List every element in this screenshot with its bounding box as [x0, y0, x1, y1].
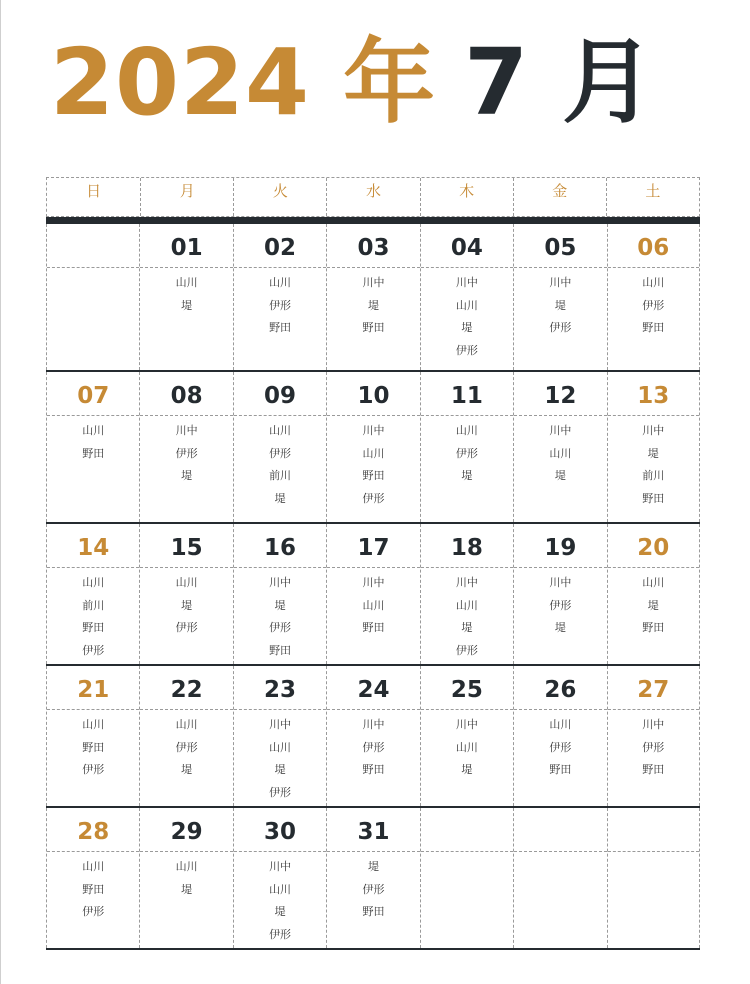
day-cell: [607, 224, 700, 370]
assignee-name: 堤: [181, 598, 193, 612]
day-number: 26: [514, 666, 606, 710]
assignee-name: 川中: [455, 718, 478, 731]
assignee-list: [608, 568, 699, 640]
title-year: 2024 年: [50, 29, 437, 136]
assignee-name: 堤: [274, 905, 286, 918]
day-number: 23: [234, 666, 326, 710]
assignee-name: 堤: [181, 469, 193, 482]
assignee-name: 川中: [549, 576, 572, 589]
assignee-name: 川中: [269, 718, 292, 731]
day-cell: [233, 808, 326, 948]
assignee-list: [327, 416, 419, 510]
assignee-name: 堤: [181, 763, 193, 776]
day-number: [608, 808, 699, 852]
day-number: [47, 224, 139, 268]
assignee-name: 川中: [549, 424, 572, 437]
day-cell: [326, 666, 419, 806]
day-cell: [139, 524, 232, 664]
day-number: 02: [234, 224, 326, 268]
day-number: [421, 808, 513, 852]
assignee-name: 山川: [362, 598, 385, 612]
assignee-name: 山川: [642, 276, 665, 289]
assignee-name: 山川: [82, 718, 105, 731]
assignee-name: 野田: [362, 469, 385, 482]
assignee-name: 伊形: [642, 740, 665, 754]
assignee-name: 堤: [181, 298, 193, 312]
day-cell: [420, 808, 513, 948]
day-cell: [233, 372, 326, 522]
weekday-sun: 日: [86, 182, 102, 200]
assignee-name: 山川: [82, 860, 105, 873]
title-month: 7 月: [464, 29, 656, 136]
day-cell: [607, 524, 700, 664]
assignee-name: 山川: [269, 740, 292, 754]
assignee-name: 伊形: [175, 740, 198, 754]
assignee-list: [47, 268, 139, 272]
weeks-container: [46, 224, 700, 950]
weekday-tue: 火: [233, 178, 326, 216]
assignee-name: 伊形: [269, 621, 292, 634]
assignee-list: [327, 268, 419, 340]
assignee-name: 山川: [455, 298, 478, 312]
assignee-name: 堤: [647, 446, 659, 460]
day-number: 16: [234, 524, 326, 568]
weekday-header: [46, 177, 700, 217]
day-number: 24: [327, 666, 419, 710]
assignee-name: 山川: [455, 598, 478, 612]
assignee-list: [421, 852, 513, 856]
day-number: 13: [608, 372, 699, 416]
page-title: [50, 28, 655, 138]
day-cell: [233, 524, 326, 664]
assignee-name: 野田: [362, 321, 385, 334]
assignee-list: [514, 852, 606, 856]
assignee-name: 山川: [269, 424, 292, 437]
assignee-name: 伊形: [82, 763, 105, 776]
assignee-name: 山川: [175, 576, 198, 589]
assignee-name: 伊形: [455, 446, 478, 460]
page-edge: [0, 0, 1, 984]
assignee-name: 伊形: [455, 643, 478, 657]
assignee-name: 野田: [362, 905, 385, 918]
day-number: 03: [327, 224, 419, 268]
day-cell: [607, 372, 700, 522]
assignee-name: 野田: [82, 882, 105, 896]
assignee-name: 堤: [461, 621, 473, 634]
day-number: 05: [514, 224, 606, 268]
weekday-mon: 月: [140, 178, 233, 216]
assignee-name: 野田: [82, 446, 105, 460]
assignee-list: [47, 710, 139, 782]
day-number: 06: [608, 224, 699, 268]
assignee-name: 野田: [642, 763, 665, 776]
assignee-name: 野田: [549, 763, 572, 776]
day-number: 31: [327, 808, 419, 852]
assignee-name: 堤: [274, 491, 286, 505]
assignee-name: 堤: [461, 469, 473, 482]
day-cell: [233, 224, 326, 370]
assignee-list: [514, 710, 606, 782]
day-number: 28: [47, 808, 139, 852]
assignee-name: 伊形: [82, 643, 105, 657]
assignee-list: [514, 568, 606, 640]
assignee-name: 川中: [269, 860, 292, 873]
day-number: 08: [140, 372, 232, 416]
day-cell: [139, 372, 232, 522]
assignee-list: [140, 568, 232, 640]
day-cell: [420, 666, 513, 806]
day-cell: [139, 666, 232, 806]
calendar-grid: [46, 177, 700, 950]
day-number: 25: [421, 666, 513, 710]
assignee-name: 伊形: [642, 298, 665, 312]
day-cell: [139, 808, 232, 948]
week-row: [46, 808, 700, 950]
assignee-name: 山川: [455, 424, 478, 437]
assignee-name: 川中: [642, 718, 665, 731]
week-row: [46, 372, 700, 524]
assignee-name: 堤: [274, 598, 286, 612]
day-number: 04: [421, 224, 513, 268]
day-number: 22: [140, 666, 232, 710]
assignee-name: 山川: [175, 276, 198, 289]
assignee-name: 山川: [82, 576, 105, 589]
day-cell: [513, 224, 606, 370]
assignee-name: 川中: [455, 276, 478, 289]
assignee-name: 川中: [455, 576, 478, 589]
assignee-list: [608, 710, 699, 782]
assignee-name: 野田: [82, 621, 105, 634]
day-number: 14: [47, 524, 139, 568]
weekday-wed: 水: [326, 178, 419, 216]
assignee-name: 野田: [642, 321, 665, 334]
day-cell: [326, 524, 419, 664]
day-number: 10: [327, 372, 419, 416]
assignee-list: [140, 268, 232, 317]
assignee-list: [608, 416, 699, 510]
assignee-name: 野田: [269, 643, 292, 657]
assignee-name: 山川: [82, 424, 105, 437]
day-number: 30: [234, 808, 326, 852]
header-divider: [46, 217, 700, 224]
assignee-name: 野田: [269, 321, 292, 334]
week-row: [46, 524, 700, 666]
assignee-name: 川中: [362, 424, 385, 437]
day-number: 01: [140, 224, 232, 268]
assignee-name: 山川: [175, 860, 198, 873]
assignee-name: 山川: [642, 576, 665, 589]
assignee-name: 野田: [362, 621, 385, 634]
assignee-name: 山川: [549, 718, 572, 731]
assignee-list: [47, 852, 139, 924]
day-cell: [46, 224, 139, 370]
assignee-name: 伊形: [82, 905, 105, 918]
assignee-name: 堤: [554, 469, 566, 482]
assignee-list: [608, 268, 699, 340]
assignee-name: 堤: [181, 882, 193, 896]
day-number: 20: [608, 524, 699, 568]
assignee-name: 伊形: [269, 927, 292, 941]
weekday-thu: 木: [420, 178, 513, 216]
assignee-name: 川中: [642, 424, 665, 437]
day-cell: [513, 372, 606, 522]
assignee-name: 山川: [455, 740, 478, 754]
day-cell: [139, 224, 232, 370]
day-cell: [46, 808, 139, 948]
assignee-list: [140, 852, 232, 901]
day-cell: [326, 372, 419, 522]
assignee-name: 山川: [269, 882, 292, 896]
assignee-list: [234, 568, 326, 662]
assignee-list: [140, 710, 232, 782]
day-number: 21: [47, 666, 139, 710]
assignee-list: [234, 710, 326, 804]
assignee-name: 伊形: [175, 446, 198, 460]
assignee-name: 川中: [269, 576, 292, 589]
assignee-name: 野田: [642, 491, 665, 505]
assignee-name: 伊形: [549, 321, 572, 334]
day-cell: [420, 372, 513, 522]
assignee-list: [327, 568, 419, 640]
assignee-name: 堤: [647, 598, 659, 612]
assignee-name: 伊形: [175, 621, 198, 634]
assignee-name: 山川: [549, 446, 572, 460]
day-number: 09: [234, 372, 326, 416]
day-cell: [326, 808, 419, 948]
assignee-list: [327, 852, 419, 924]
day-cell: [420, 224, 513, 370]
day-cell: [513, 524, 606, 664]
assignee-name: 伊形: [549, 740, 572, 754]
assignee-name: 伊形: [455, 343, 478, 357]
assignee-name: 堤: [461, 321, 473, 334]
day-number: 07: [47, 372, 139, 416]
assignee-name: 堤: [554, 621, 566, 634]
day-number: 12: [514, 372, 606, 416]
assignee-name: 山川: [362, 446, 385, 460]
day-number: 15: [140, 524, 232, 568]
day-number: 19: [514, 524, 606, 568]
assignee-list: [140, 416, 232, 488]
assignee-name: 伊形: [362, 882, 385, 896]
assignee-name: 堤: [367, 860, 379, 873]
day-number: 29: [140, 808, 232, 852]
assignee-name: 伊形: [269, 298, 292, 312]
day-cell: [46, 372, 139, 522]
assignee-name: 伊形: [549, 598, 572, 612]
assignee-list: [514, 268, 606, 340]
day-cell: [233, 666, 326, 806]
assignee-name: 伊形: [269, 785, 292, 799]
assignee-name: 川中: [175, 424, 198, 437]
assignee-name: 野田: [642, 621, 665, 634]
assignee-name: 前川: [642, 469, 665, 482]
assignee-name: 川中: [549, 276, 572, 289]
assignee-list: [234, 852, 326, 946]
day-cell: [46, 524, 139, 664]
weekday-sat: 土: [606, 178, 699, 216]
assignee-name: 川中: [362, 576, 385, 589]
week-row: [46, 224, 700, 372]
day-cell: [513, 666, 606, 806]
assignee-list: [608, 852, 699, 856]
day-number: 17: [327, 524, 419, 568]
day-cell: [607, 666, 700, 806]
assignee-name: 伊形: [362, 740, 385, 754]
assignee-name: 堤: [461, 763, 473, 776]
assignee-list: [421, 416, 513, 488]
assignee-name: 川中: [362, 276, 385, 289]
day-number: 27: [608, 666, 699, 710]
assignee-name: 堤: [367, 298, 379, 312]
assignee-name: 前川: [269, 469, 292, 482]
assignee-name: 川中: [362, 718, 385, 731]
assignee-list: [421, 268, 513, 362]
assignee-list: [514, 416, 606, 488]
week-row: [46, 666, 700, 808]
assignee-name: 堤: [554, 298, 566, 312]
assignee-name: 山川: [175, 718, 198, 731]
day-cell: [420, 524, 513, 664]
assignee-name: 前川: [82, 598, 105, 612]
day-cell: [46, 666, 139, 806]
assignee-name: 堤: [274, 763, 286, 776]
assignee-name: 伊形: [362, 491, 385, 505]
day-number: 11: [421, 372, 513, 416]
assignee-list: [421, 710, 513, 782]
weekday-fri: 金: [513, 178, 606, 216]
assignee-list: [47, 568, 139, 662]
assignee-name: 野田: [82, 740, 105, 754]
assignee-list: [421, 568, 513, 662]
assignee-name: 伊形: [269, 446, 292, 460]
day-cell: [513, 808, 606, 948]
assignee-list: [327, 710, 419, 782]
day-number: 18: [421, 524, 513, 568]
assignee-list: [234, 416, 326, 510]
day-number: [514, 808, 606, 852]
assignee-name: 山川: [269, 276, 292, 289]
assignee-name: 野田: [362, 763, 385, 776]
day-cell: [607, 808, 700, 948]
day-cell: [326, 224, 419, 370]
assignee-list: [47, 416, 139, 465]
assignee-list: [234, 268, 326, 340]
